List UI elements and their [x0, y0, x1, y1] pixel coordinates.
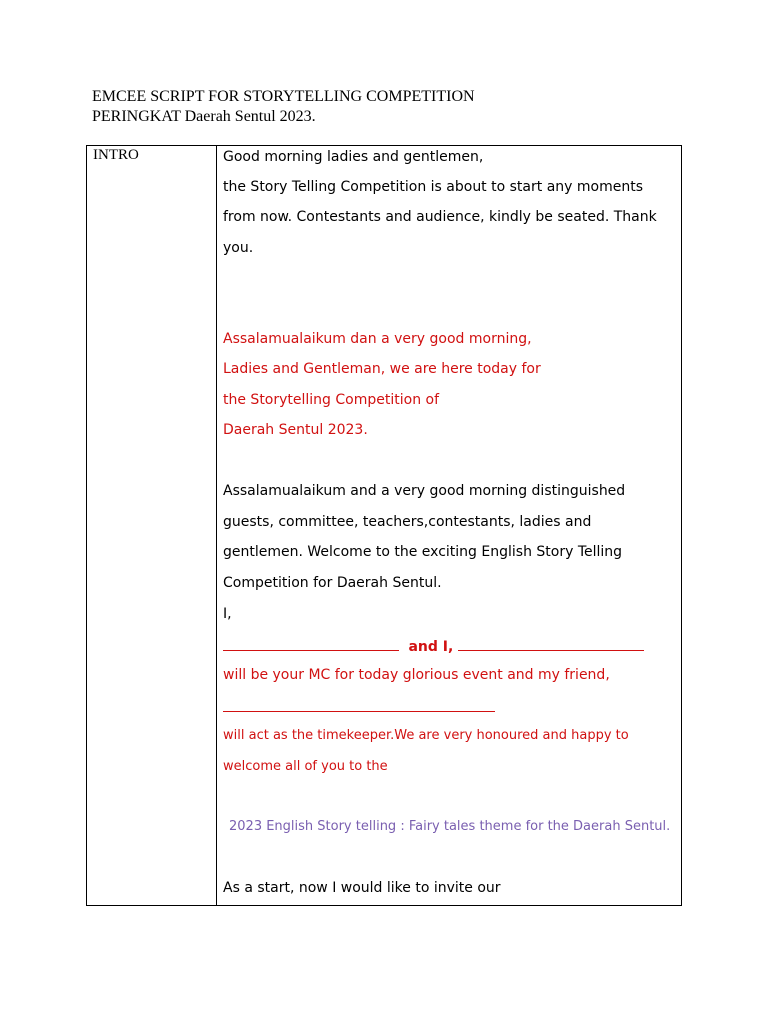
event-theme-line: 2023 English Story telling : Fairy tales theme for the Daerah Sentul.: [229, 819, 671, 834]
script-line: guests, committee, teachers,contestants, ladies and: [223, 514, 592, 530]
script-line: Ladies and Gentleman, we are here today for: [223, 361, 541, 377]
script-line: Daerah Sentul 2023.: [223, 422, 368, 438]
script-line: Good morning ladies and gentlemen,: [223, 149, 484, 165]
column-divider: [216, 146, 217, 905]
script-line: gentlemen. Welcome to the exciting English Story Telling: [223, 544, 623, 560]
document-subtitle: PERINGKAT Daerah Sentul 2023.: [92, 108, 316, 125]
script-line: from now. Contestants and audience, kindly be seated. Thank: [223, 209, 657, 225]
name-blanks-line: [223, 636, 644, 655]
script-line: you.: [223, 240, 254, 256]
script-line: I,: [223, 606, 232, 622]
script-line: the Story Telling Competition is about to start any moments: [223, 179, 643, 195]
timekeeper-name-blank: [223, 697, 495, 712]
timekeeper-blank-line: [223, 697, 495, 716]
script-line: As a start, now I would like to invite our: [223, 880, 501, 896]
co-mc-name-blank: [458, 636, 644, 651]
script-line: the Storytelling Competition of: [223, 392, 440, 408]
script-line: Assalamualaikum and a very good morning distinguished: [223, 483, 626, 499]
section-label: INTRO: [93, 147, 139, 163]
and-i-text: and I,: [408, 639, 454, 655]
script-table: [86, 145, 682, 906]
document-title: EMCEE SCRIPT FOR STORYTELLING COMPETITION: [92, 88, 475, 105]
script-line: Assalamualaikum dan a very good morning,: [223, 331, 532, 347]
script-line: welcome all of you to the: [223, 759, 388, 774]
script-line: will act as the timekeeper.We are very honoured and happy to: [223, 728, 629, 743]
script-line: Competition for Daerah Sentul.: [223, 575, 442, 591]
script-line: will be your MC for today glorious event and my friend,: [223, 667, 610, 683]
mc-name-blank: [223, 636, 399, 651]
